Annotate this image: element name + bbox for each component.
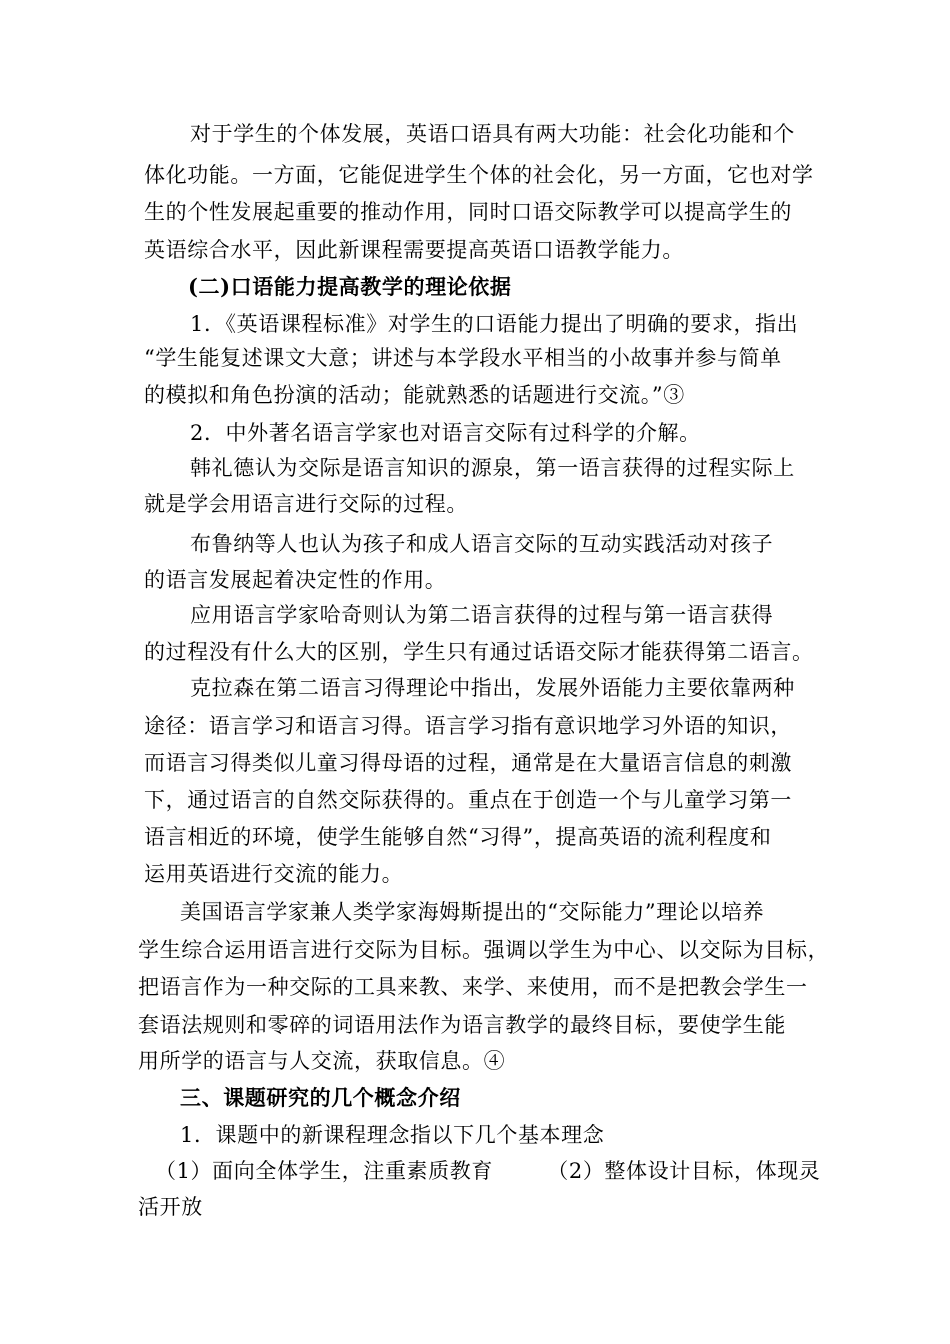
paragraph-line: 的过程没有什么大的区别，学生只有通过话语交际才能获得第二语言。 [144, 640, 814, 664]
paragraph-line: 途径：语言学习和语言习得。语言学习指有意识地学习外语的知识， [144, 714, 792, 738]
paragraph-line: 把语言作为一种交际的工具来教、来学、来使用，而不是把教会学生一 [138, 975, 808, 999]
paragraph-line: 的模拟和角色扮演的活动；能就熟悉的话题进行交流。”③ [144, 383, 685, 407]
paragraph-line: 的语言发展起着决定性的作用。 [144, 568, 447, 592]
paragraph-line: 就是学会用语言进行交际的过程。 [144, 492, 468, 516]
paragraph-line: 克拉森在第二语言习得理论中指出，发展外语能力主要依靠两种 [190, 676, 795, 700]
paragraph-line: 1．课题中的新课程理念指以下几个基本理念 [180, 1123, 605, 1147]
paragraph-line: 对于学生的个体发展，英语口语具有两大功能：社会化功能和个 [190, 122, 795, 146]
paragraph-line: 布鲁纳等人也认为孩子和成人语言交际的互动实践活动对孩子 [190, 532, 774, 556]
paragraph-line: 韩礼德认为交际是语言知识的源泉，第一语言获得的过程实际上 [190, 456, 795, 480]
paragraph-line: “学生能复述课文大意；讲述与本学段水平相当的小故事并参与简单 [144, 346, 782, 370]
paragraph-line: （1）面向全体学生，注重素质教育 （2）整体设计目标，体现灵 [155, 1159, 821, 1183]
paragraph-line: 体化功能。一方面，它能促进学生个体的社会化，另一方面，它也对学 [144, 163, 814, 187]
paragraph-line: 运用英语进行交流的能力。 [144, 862, 404, 886]
paragraph-line: 英语综合水平，因此新课程需要提高英语口语教学能力。 [144, 238, 684, 262]
paragraph-line: 生的个性发展起重要的推动作用，同时口语交际教学可以提高学生的 [144, 200, 792, 224]
paragraph-line: 语言相近的环境，使学生能够自然“习得”，提高英语的流利程度和 [144, 825, 772, 849]
paragraph-line: 应用语言学家哈奇则认为第二语言获得的过程与第一语言获得 [190, 603, 774, 627]
section-heading: 三、课题研究的几个概念介绍 [180, 1085, 461, 1110]
paragraph-line: 下，通过语言的自然交际获得的。重点在于创造一个与儿童学习第一 [144, 788, 792, 812]
paragraph-line: 活开放 [138, 1195, 203, 1219]
paragraph-line: 1．《英语课程标准》对学生的口语能力提出了明确的要求，指出 [190, 312, 799, 336]
paragraph-line: 用所学的语言与人交流，获取信息。④ [138, 1049, 506, 1073]
paragraph-line: 而语言习得类似儿童习得母语的过程，通常是在大量语言信息的刺激 [144, 751, 792, 775]
paragraph-line: 学生综合运用语言进行交际为目标。强调以学生为中心、以交际为目标， [138, 938, 830, 962]
paragraph-line: 美国语言学家兼人类学家海姆斯提出的“交际能力”理论以培养 [180, 900, 765, 924]
paragraph-line: 套语法规则和零碎的词语用法作为语言教学的最终目标，要使学生能 [138, 1013, 786, 1037]
paragraph-line: 2．中外著名语言学家也对语言交际有过科学的介解。 [190, 421, 701, 445]
section-heading: (二)口语能力提高教学的理论依据 [188, 274, 512, 299]
